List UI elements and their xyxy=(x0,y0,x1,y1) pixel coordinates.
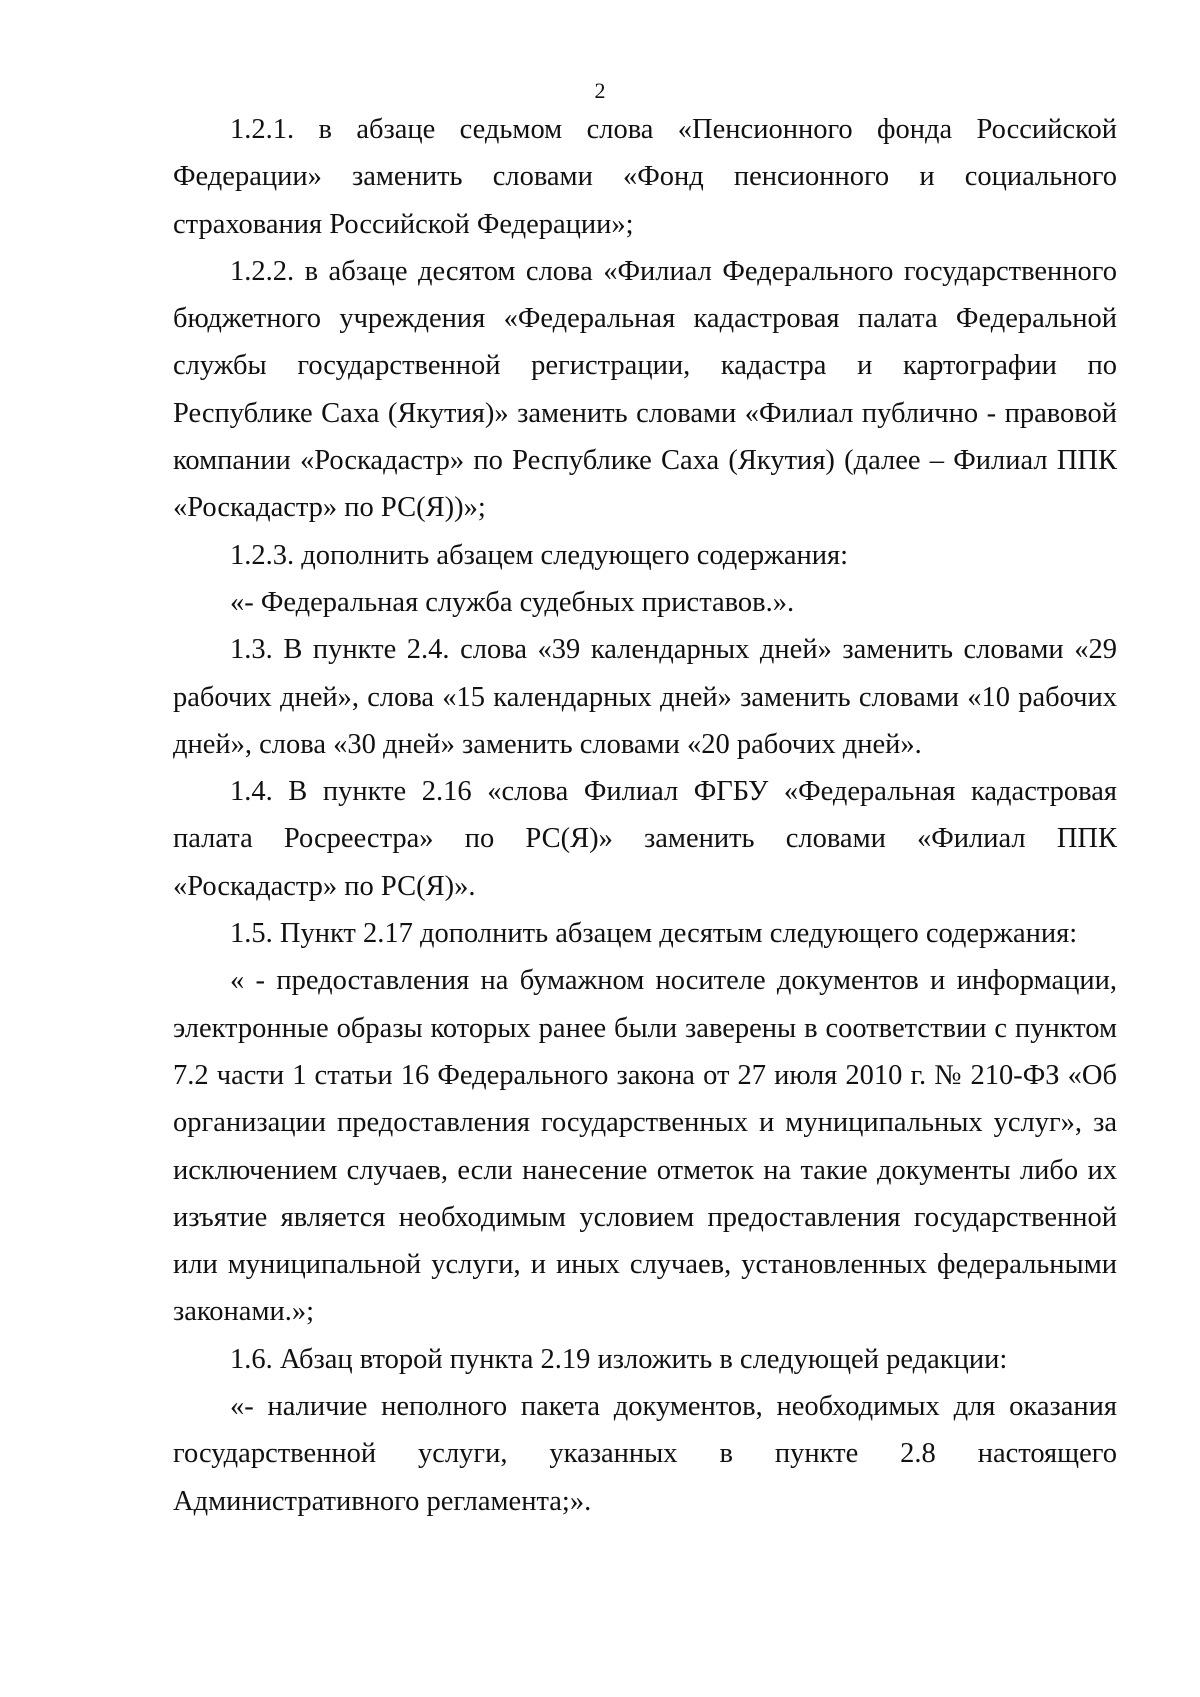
page-number: 2 xyxy=(594,78,606,103)
paragraph-1-2-3: 1.2.3. дополнить абзацем следующего содержания: xyxy=(230,539,849,571)
paragraph-1-2-2: 1.2.2. в абзаце десятом слова «Филиал Федерального государственного бюджетного учреждения «Федеральная кадастровая палата Федеральной службы государственной регистрации, кадастра и картографии по Республике Саха (Якутия)» заменить словами «Филиал публично - правовой компании «Роскадастр» по Республике Саха (Якутия) (далее – Филиал ППК «Роскадастр» по РС(Я))»; xyxy=(173,255,1117,524)
paragraph-1-5: 1.5. Пункт 2.17 дополнить абзацем десятым следующего содержания: xyxy=(230,918,1078,950)
paragraph-1-2-3-quote: «- Федеральная служба судебных приставов.». xyxy=(230,586,795,618)
paragraph-1-6-quote: «- наличие неполного пакета документов, необходимых для оказания государственной услуги, указанных в пункте 2.8 настоящего Административного регламента;». xyxy=(173,1391,1117,1517)
paragraph-1-6: 1.6. Абзац второй пункта 2.19 изложить в следующей редакции: xyxy=(230,1343,1008,1375)
paragraph-1-4: 1.4. В пункте 2.16 «слова Филиал ФГБУ «Федеральная кадастровая палата Росреестра» по РС(Я)» заменить словами «Филиал ППК «Роскадастр» по РС(Я)». xyxy=(173,776,1117,902)
document-body xyxy=(173,106,1117,1525)
paragraph-1-2-1: 1.2.1. в абзаце седьмом слова «Пенсионного фонда Российской Федерации» заменить словами «Фонд пенсионного и социального страхования Российской Федерации»; xyxy=(173,114,1117,240)
paragraph-1-5-quote: « - предоставления на бумажном носителе документов и информации, электронные образы которых ранее были заверены в соответствии с пунктом 7.2 части 1 статьи 16 Федерального закона от 27 июля 2010 г. № 210-ФЗ «Об организации предоставления государственных и муниципальных услуг», за исключением случаев, если нанесение отметок на такие документы либо их изъятие является необходимым условием предоставления государственной или муниципальной услуги, и иных случаев, установленных федеральными законами.»; xyxy=(173,965,1117,1328)
paragraph-1-3: 1.3. В пункте 2.4. слова «39 календарных дней» заменить словами «29 рабочих дней», слова «15 календарных дней» заменить словами «10 рабочих дней», слова «30 дней» заменить словами «20 рабочих дней». xyxy=(173,634,1117,760)
